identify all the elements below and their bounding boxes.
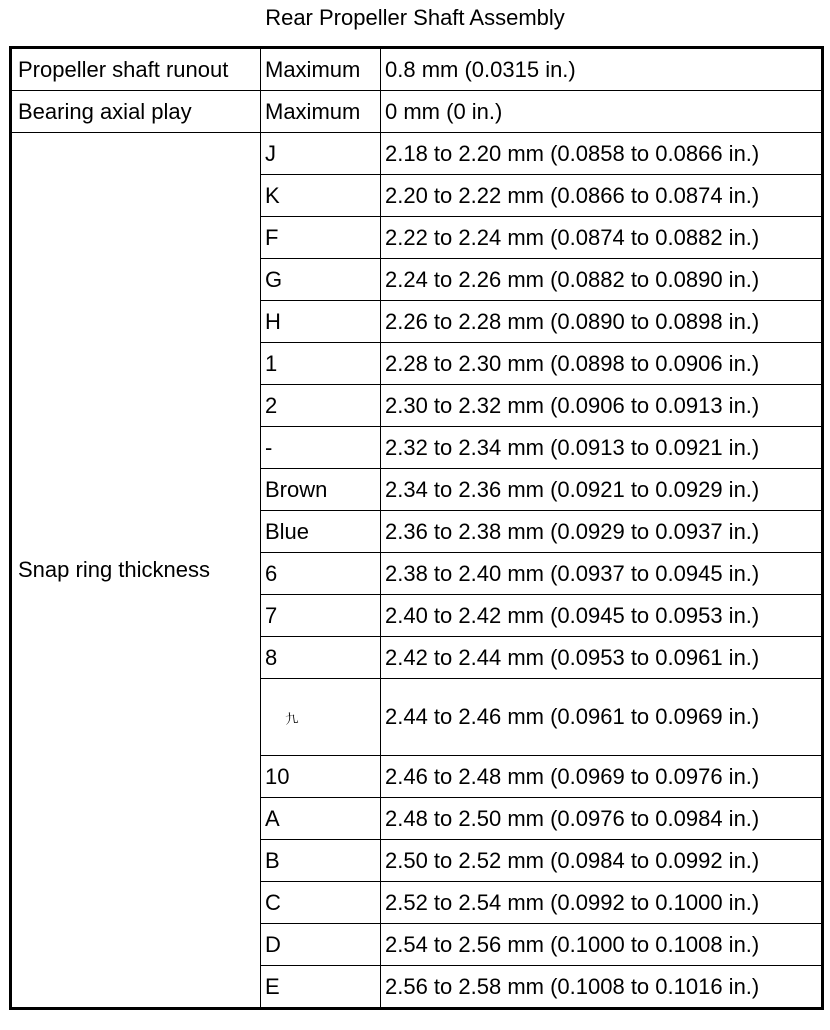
mark-cell: 8 xyxy=(261,637,381,679)
mark-cell: H xyxy=(261,301,381,343)
value-cell: 2.56 to 2.58 mm (0.1008 to 0.1016 in.) xyxy=(381,966,823,1009)
table-row xyxy=(11,48,823,91)
value-cell: 2.44 to 2.46 mm (0.0961 to 0.0969 in.) xyxy=(381,679,823,756)
value-cell: 2.18 to 2.20 mm (0.0858 to 0.0866 in.) xyxy=(381,133,823,175)
value-cell: 2.34 to 2.36 mm (0.0921 to 0.0929 in.) xyxy=(381,469,823,511)
value-cell: 2.52 to 2.54 mm (0.0992 to 0.1000 in.) xyxy=(381,882,823,924)
value-cell: 2.32 to 2.34 mm (0.0913 to 0.0921 in.) xyxy=(381,427,823,469)
mark-glyph: 九 xyxy=(283,709,299,727)
mark-cell: D xyxy=(261,924,381,966)
key-cell: Maximum xyxy=(261,48,381,91)
key-cell: Maximum xyxy=(261,91,381,133)
value-cell: 0.8 mm (0.0315 in.) xyxy=(381,48,823,91)
value-cell: 2.22 to 2.24 mm (0.0874 to 0.0882 in.) xyxy=(381,217,823,259)
value-cell: 2.20 to 2.22 mm (0.0866 to 0.0874 in.) xyxy=(381,175,823,217)
mark-cell: - xyxy=(261,427,381,469)
mark-cell: C xyxy=(261,882,381,924)
snap-ring-label-cell: Snap ring thickness xyxy=(11,133,261,1009)
mark-cell: A xyxy=(261,798,381,840)
value-cell: 2.54 to 2.56 mm (0.1000 to 0.1008 in.) xyxy=(381,924,823,966)
table-row xyxy=(11,133,823,175)
mark-cell: Brown xyxy=(261,469,381,511)
table-row xyxy=(11,91,823,133)
value-cell: 2.50 to 2.52 mm (0.0984 to 0.0992 in.) xyxy=(381,840,823,882)
mark-cell xyxy=(261,679,381,756)
value-cell: 2.40 to 2.42 mm (0.0945 to 0.0953 in.) xyxy=(381,595,823,637)
mark-cell: K xyxy=(261,175,381,217)
item-cell: Bearing axial play xyxy=(11,91,261,133)
mark-cell: 6 xyxy=(261,553,381,595)
mark-cell: G xyxy=(261,259,381,301)
value-cell: 2.36 to 2.38 mm (0.0929 to 0.0937 in.) xyxy=(381,511,823,553)
mark-cell: E xyxy=(261,966,381,1009)
value-cell: 0 mm (0 in.) xyxy=(381,91,823,133)
spec-table xyxy=(9,46,824,1010)
mark-cell: F xyxy=(261,217,381,259)
mark-cell: 2 xyxy=(261,385,381,427)
mark-cell: Blue xyxy=(261,511,381,553)
value-cell: 2.28 to 2.30 mm (0.0898 to 0.0906 in.) xyxy=(381,343,823,385)
page-title: Rear Propeller Shaft Assembly xyxy=(265,5,565,30)
mark-cell: J xyxy=(261,133,381,175)
item-cell: Propeller shaft runout xyxy=(11,48,261,91)
mark-cell: B xyxy=(261,840,381,882)
value-cell: 2.38 to 2.40 mm (0.0937 to 0.0945 in.) xyxy=(381,553,823,595)
value-cell: 2.24 to 2.26 mm (0.0882 to 0.0890 in.) xyxy=(381,259,823,301)
value-cell: 2.48 to 2.50 mm (0.0976 to 0.0984 in.) xyxy=(381,798,823,840)
value-cell: 2.46 to 2.48 mm (0.0969 to 0.0976 in.) xyxy=(381,756,823,798)
value-cell: 2.42 to 2.44 mm (0.0953 to 0.0961 in.) xyxy=(381,637,823,679)
value-cell: 2.30 to 2.32 mm (0.0906 to 0.0913 in.) xyxy=(381,385,823,427)
mark-cell: 1 xyxy=(261,343,381,385)
mark-cell: 10 xyxy=(261,756,381,798)
value-cell: 2.26 to 2.28 mm (0.0890 to 0.0898 in.) xyxy=(381,301,823,343)
mark-cell: 7 xyxy=(261,595,381,637)
